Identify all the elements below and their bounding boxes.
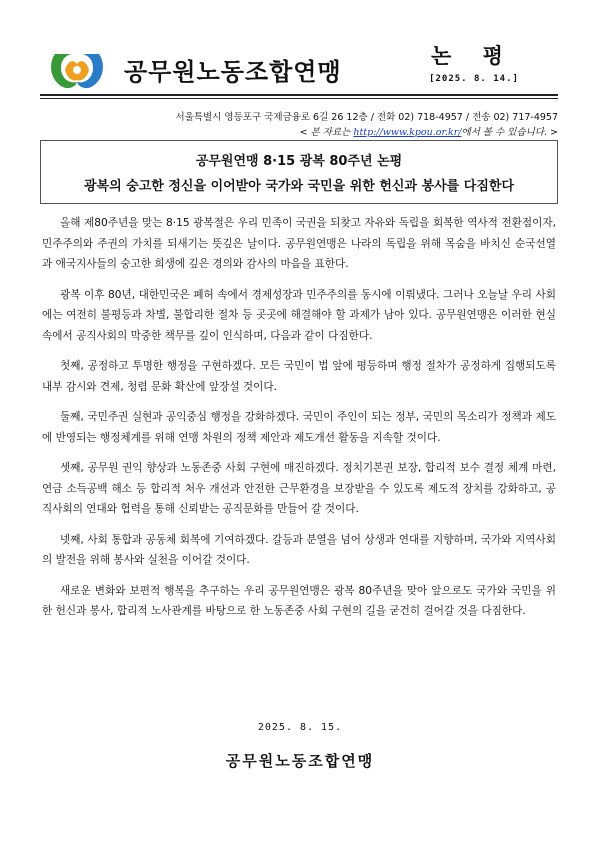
website-link[interactable]: http://www.kpou.or.kr/: [353, 127, 462, 138]
paragraph-6: 넷째, 사회 통합과 공동체 회복에 기여하겠다. 갈등과 분열을 넘어 상생과 연대를 지향하며, 국가와 지역사회의 발전을 위해 봉사와 실천을 이어갈 것이다.: [42, 533, 556, 566]
signing-org: 공무원노동조합연맹: [225, 752, 375, 770]
signing-date: 2025. 8. 15.: [257, 722, 343, 733]
org-title: 공무원노동조합연맹: [124, 58, 342, 86]
title-box: [40, 140, 558, 204]
header-divider-thin: [40, 98, 558, 99]
contact-address: 서울특별시 영등포구 국제금융로 6길 26 12층 / 전화 02) 718-4957 / 전송 02) 717-4957: [175, 112, 558, 123]
paragraph-1: 올해 제80주년을 맞는 8·15 광복절은 우리 민족이 국권을 되찾고 자유와 독립을 회복한 역사적 전환점이자, 민주주의와 주권의 가치를 되새기는 뜻깊은 날이다. 공무원연맹은 나라의 독립을 위해 목숨을 바치신 순국선열과 애국지사들의 숭고한 희생에 깊은 경의와 감사의 마음을 표한다.: [42, 217, 556, 270]
more-info-line: [40, 124, 558, 138]
more-info-prefix: < 본 자료는: [299, 127, 354, 138]
more-info-suffix: 에서 볼 수 있습니다. >: [461, 127, 558, 138]
union-handshake-logo-icon: [47, 48, 107, 92]
doc-type-heading: 논 평: [431, 44, 515, 68]
paragraph-4: 둘째, 국민주권 실현과 공익중심 행정을 강화하겠다. 국민이 주인이 되는 정부, 국민의 목소리가 정책과 제도에 반영되는 행정체계를 위해 연맹 차원의 정책 제안과 제도개선 활동을 지속할 것이다.: [42, 411, 556, 444]
statement-subtitle: 광복의 숭고한 정신을 이어받아 국가와 국민을 위한 헌신과 봉사를 다짐한다: [83, 179, 515, 194]
header-divider-thick: [40, 94, 558, 96]
paragraph-7: 새로운 변화와 보편적 행복을 추구하는 우리 공무원연맹은 광복 80주년을 맞아 앞으로도 국가와 국민을 위한 헌신과 봉사, 합리적 노사관계를 바탕으로 한 노동존중 사회 구현의 길을 굳건히 걸어갈 것을 다짐한다.: [42, 584, 556, 617]
paragraph-3: 첫째, 공정하고 투명한 행정을 구현하겠다. 모든 국민이 법 앞에 평등하며 행정 절차가 공정하게 집행되도록 내부 감시와 견제, 청렴 문화 확산에 앞장설 것이다.: [42, 360, 556, 393]
statement-body: [42, 213, 556, 632]
statement-title: 공무원연맹 8·15 광복 80주년 논평: [195, 154, 403, 169]
paragraph-2: 광복 이후 80년, 대한민국은 폐허 속에서 경제성장과 민주주의를 동시에 이뤄냈다. 그러나 오늘날 우리 사회에는 여전히 불평등과 차별, 불합리한 절차 등 곳곳에 해결해야 할 과제가 남아 있다. 공무원연맹은 이러한 현실 속에서 공직사회의 막중한 책무를 깊이 인식하며, 다음과 같이 다짐한다.: [42, 288, 556, 342]
paragraph-5: 셋째, 공무원 권익 향상과 노동존중 사회 구현에 매진하겠다. 정치기본권 보장, 합리적 보수 결정 체계 마련, 연금 소득공백 해소 등 합리적 처우 개선과 안전한 근무환경을 보장받을 수 있도록 제도적 장치를 강화하고, 공직사회의 연대와 협력을 통해 신뢰받는 공직문화를 만들어 갈 것이다.: [42, 462, 556, 515]
doc-issue-date: [2025. 8. 14.]: [429, 74, 519, 84]
